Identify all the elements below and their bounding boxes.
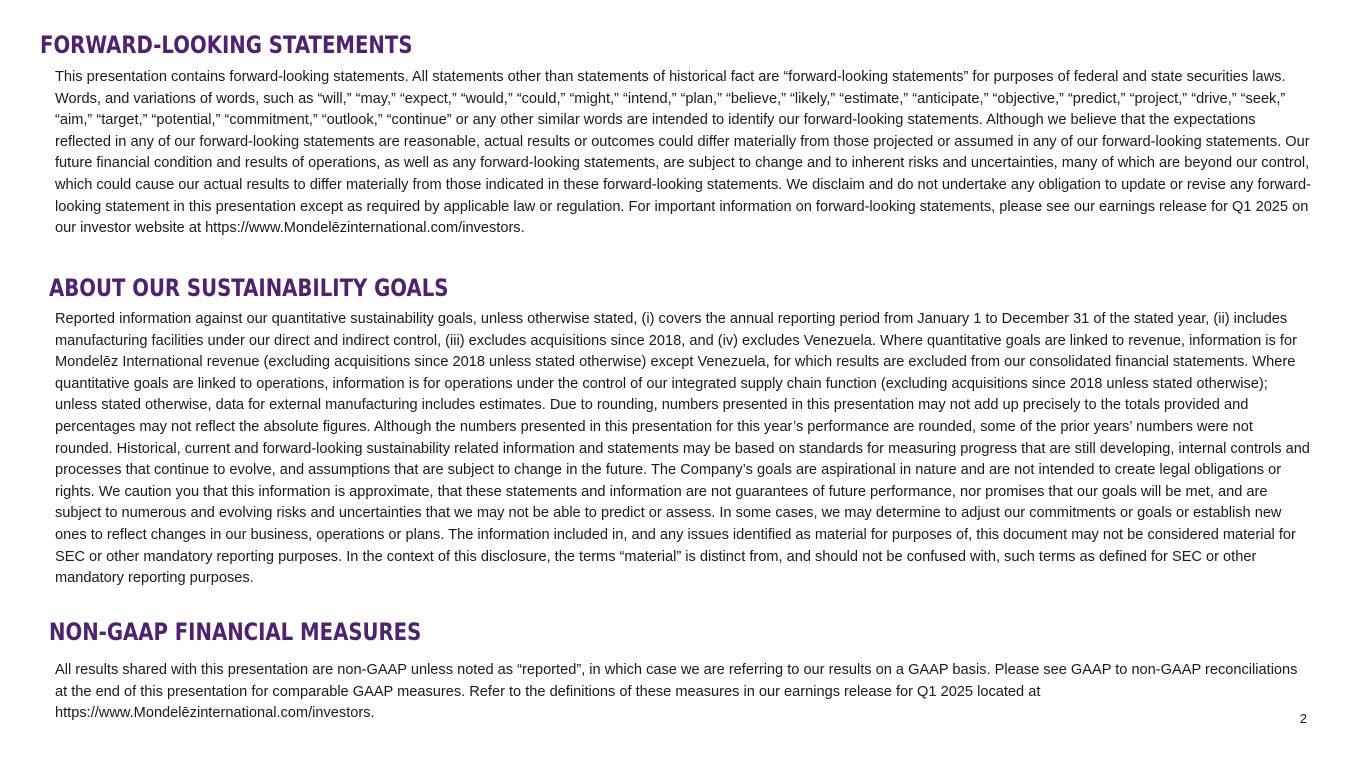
section-heading-non-gaap: NON-GAAP FINANCIAL MEASURES: [49, 618, 422, 646]
section-body-forward-looking: This presentation contains forward-looking statements. All statements other than statements of historical fact are “forward-looking statements” for purposes of federal and state securities laws. Words, and variations of words, such as “will,” “may,” “expect,” “would,” “could,” “might,” “intend,” “plan,” “believe,” “likely,” “estimate,” “anticipate,” “objective,” “predict,” “project,” “drive,” “seek,” “aim,” “target,” “potential,” “commitment,” “outlook,” “continue” or any other similar words are intended to identify our forward-looking statements. Although we believe that the expectations reflected in any of our forward-looking statements are reasonable, actual results or outcomes could differ materially from those projected or assumed in any of our forward-looking statements. Our future financial condition and results of operations, as well as any forward-looking statements, are subject to change and to inherent risks and uncertainties, many of which are beyond our control, which could cause our actual results to differ materially from those indicated in these forward-looking statements. We disclaim and do not undertake any obligation to update or revise any forward-looking statement in this presentation except as required by applicable law or regulation. For important information on forward-looking statements, please see our earnings release for Q1 2025 on our investor website at https://www.Mondelēzinternational.com/investors.: [55, 69, 1311, 237]
section-body-non-gaap: All results shared with this presentation are non-GAAP unless noted as “reported”, in which case we are referring to our results on a GAAP basis. Please see GAAP to non-GAAP reconciliations at the end of this presentation for comparable GAAP measures. Refer to the definitions of these measures in our earnings release for Q1 2025 located at https://www.Mondelēzinternational.com/investors.: [55, 662, 1298, 722]
section-heading-forward-looking: FORWARD-LOOKING STATEMENTS: [40, 31, 413, 59]
section-body-sustainability-goals: Reported information against our quantitative sustainability goals, unless otherwise stated, (i) covers the annual reporting period from January 1 to December 31 of the stated year, (ii) includes manufacturing facilities under our direct and indirect control, (iii) excludes acquisitions since 2018, and (iv) excludes Venezuela. Where quantitative goals are linked to revenue, information is for Mondelēz International revenue (excluding acquisitions since 2018 unless stated otherwise) except Venezuela, for which results are excluded from our consolidated financial statements. Where quantitative goals are linked to operations, information is for operations under the control of our integrated supply chain function (excluding acquisitions since 2018 unless stated otherwise); unless stated otherwise, data for external manufacturing includes estimates. Due to rounding, numbers presented in this presentation may not add up precisely to the totals provided and percentages may not reflect the absolute figures. Although the numbers presented in this presentation for this year’s performance are rounded, some of the prior years’ numbers were not rounded. Historical, current and forward-looking sustainability related information and statements may be based on standards for measuring progress that are still developing, internal controls and processes that continue to evolve, and assumptions that are subject to change in the future. The Company’s goals are aspirational in nature and are not intended to create legal obligations or rights. We caution you that this information is approximate, that these statements and information are not guarantees of future performance, nor promises that our goals will be met, and are subject to numerous and evolving risks and uncertainties that we may not be able to predict or assess. In some cases, we may determine to adjust our commitments or goals or establish new ones to reflect changes in our business, operations or plans. The information included in, and any issues identified as material for purposes of, this document may not be considered material for SEC or other mandatory reporting purposes. In the context of this disclosure, the terms “material” is distinct from, and should not be confused with, such terms as defined for SEC or other mandatory reporting purposes.: [55, 311, 1310, 587]
page-number: 2: [1299, 711, 1307, 726]
section-heading-sustainability-goals: ABOUT OUR SUSTAINABILITY GOALS: [49, 274, 449, 302]
